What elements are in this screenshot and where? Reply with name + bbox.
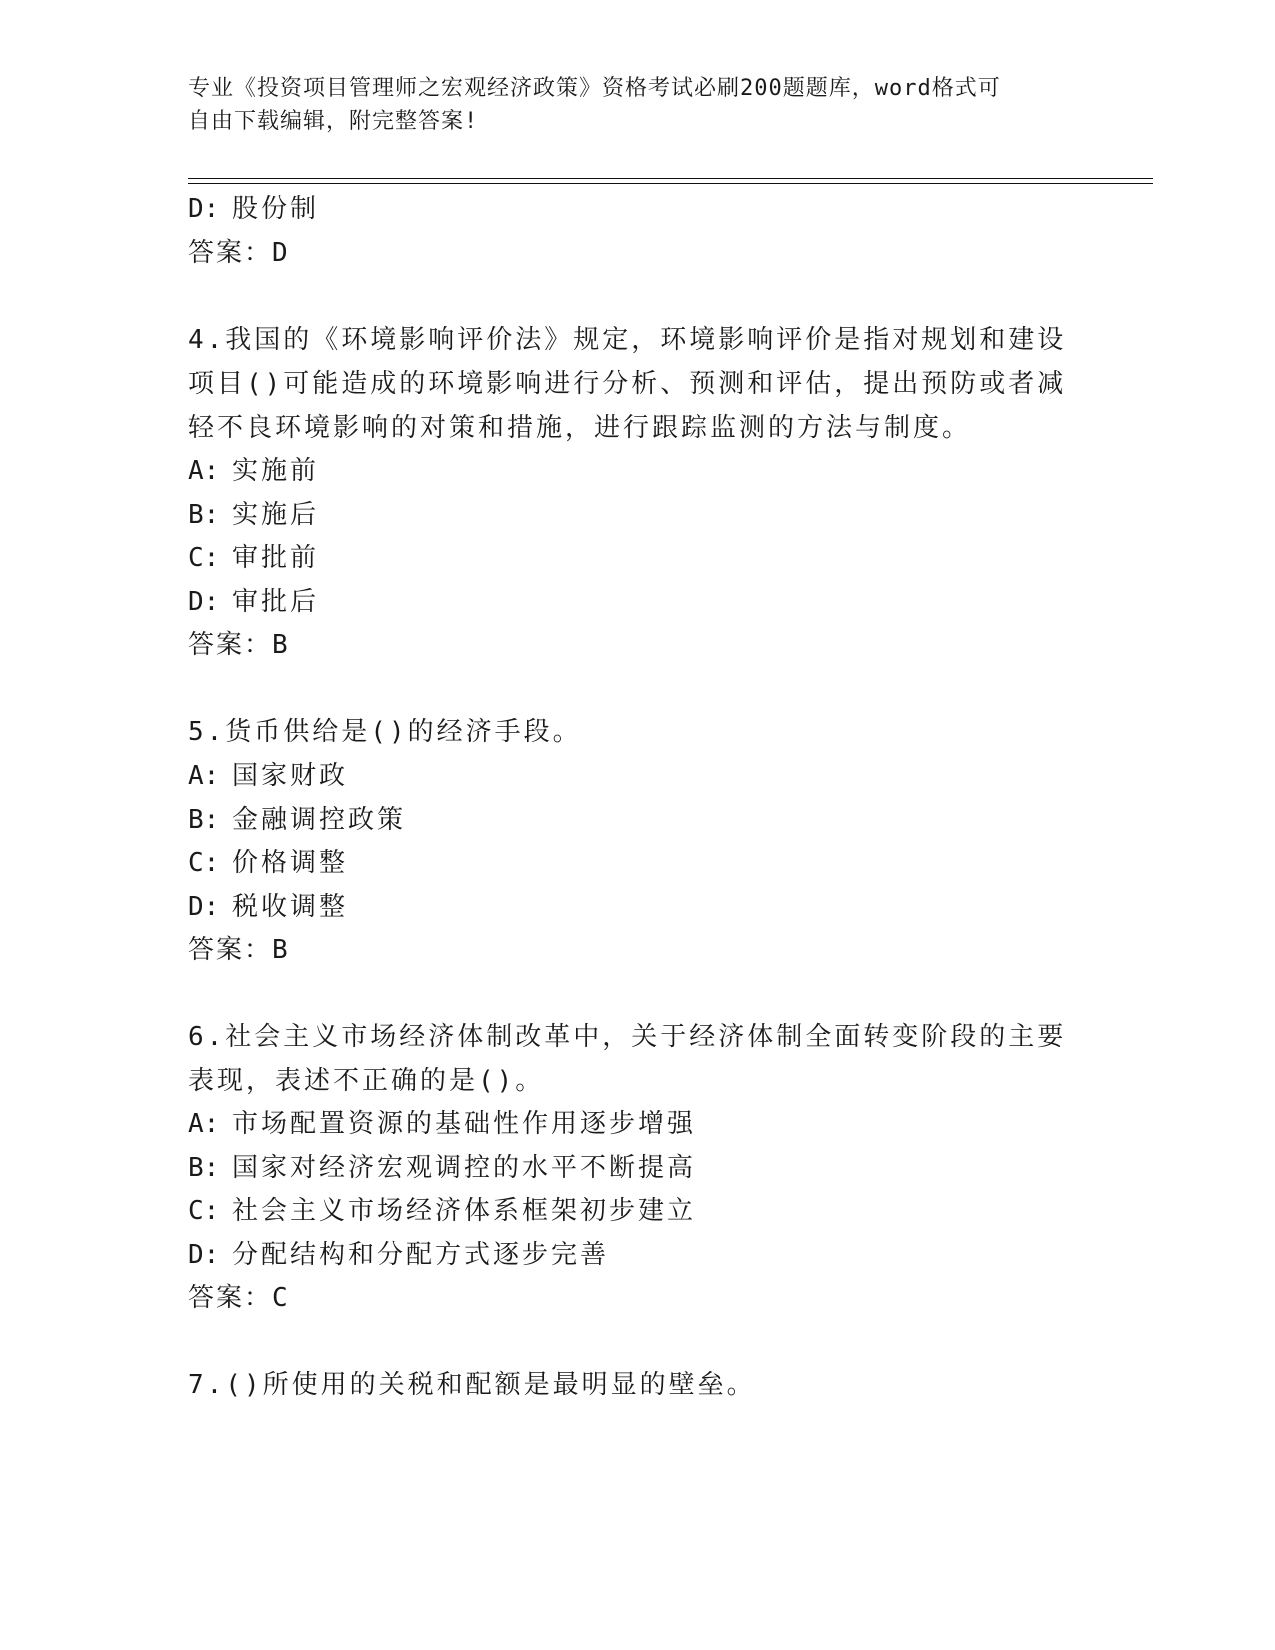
answer-label: 答案： xyxy=(188,238,273,268)
option-text: 市场配置资源的基础性作用逐步增强 xyxy=(232,1109,697,1139)
option-letter: A: xyxy=(188,1109,220,1139)
header-line-2: 自由下载编辑，附完整答案! xyxy=(188,109,479,134)
q6-stem-line-1: 6.社会主义市场经济体制改革中，关于经济体制全面转变阶段的主要 xyxy=(188,1022,1067,1052)
option-text: 价格调整 xyxy=(232,848,349,878)
option-letter: D: xyxy=(188,892,220,922)
option-text: 实施前 xyxy=(232,456,320,486)
q5-option-d xyxy=(188,890,348,924)
header-line-1: 专业《投资项目管理师之宏观经济政策》资格考试必刷200题题库，word格式可 xyxy=(188,76,1001,101)
q3-option-d xyxy=(188,192,319,226)
option-text: 分配结构和分配方式逐步完善 xyxy=(232,1240,610,1270)
q3-answer xyxy=(188,236,290,270)
document-header xyxy=(188,72,1088,138)
q5-option-c xyxy=(188,846,348,880)
q4-stem-line-1: 4.我国的《环境影响评价法》规定，环境影响评价是指对规划和建设 xyxy=(188,325,1067,355)
option-letter: A: xyxy=(188,761,220,791)
q6-option-b xyxy=(188,1151,696,1185)
q4-option-b xyxy=(188,498,319,532)
option-text: 审批后 xyxy=(232,587,320,617)
answer-label: 答案： xyxy=(188,1283,273,1313)
option-letter: B: xyxy=(188,500,220,530)
option-text: 国家对经济宏观调控的水平不断提高 xyxy=(232,1153,697,1183)
option-letter: D: xyxy=(188,587,220,617)
q7-stem-line-1: 7.()所使用的关税和配额是最明显的壁垒。 xyxy=(188,1370,756,1400)
q4-option-a xyxy=(188,454,319,488)
q5-option-a xyxy=(188,759,348,793)
answer-value: C xyxy=(272,1283,290,1313)
option-letter: D: xyxy=(188,1240,220,1270)
q5-stem-line-1: 5.货币供给是()的经济手段。 xyxy=(188,717,582,747)
q6-option-a xyxy=(188,1107,696,1141)
header-rule-top xyxy=(188,178,1153,179)
q4-option-c xyxy=(188,541,319,575)
q6-stem-line-2: 表现，表述不正确的是()。 xyxy=(188,1066,545,1096)
option-text: 国家财政 xyxy=(232,761,349,791)
option-letter: C: xyxy=(188,543,220,573)
q5-answer xyxy=(188,933,290,967)
q6-option-c xyxy=(188,1194,696,1228)
header-rule-bottom xyxy=(188,183,1153,184)
q4-option-d xyxy=(188,585,319,619)
answer-label: 答案： xyxy=(188,935,273,965)
option-text: 社会主义市场经济体系框架初步建立 xyxy=(232,1196,697,1226)
answer-value: B xyxy=(272,935,290,965)
option-text: 审批前 xyxy=(232,543,320,573)
q4-answer xyxy=(188,628,290,662)
option-letter: C: xyxy=(188,1196,220,1226)
q5-option-b xyxy=(188,803,406,837)
option-text: 金融调控政策 xyxy=(232,805,407,835)
q6-answer xyxy=(188,1281,290,1315)
option-text: 税收调整 xyxy=(232,892,349,922)
q4-stem-line-2: 项目()可能造成的环境影响进行分析、预测和评估，提出预防或者减 xyxy=(188,369,1067,399)
q4-stem-line-3: 轻不良环境影响的对策和措施，进行跟踪监测的方法与制度。 xyxy=(188,413,972,443)
option-letter: B: xyxy=(188,1153,220,1183)
answer-value: D xyxy=(272,238,290,268)
option-letter: A: xyxy=(188,456,220,486)
answer-value: B xyxy=(272,630,290,660)
option-text: 实施后 xyxy=(232,500,320,530)
option-letter: C: xyxy=(188,848,220,878)
q6-option-d xyxy=(188,1238,609,1272)
option-letter: B: xyxy=(188,805,220,835)
option-text: 股份制 xyxy=(232,194,320,224)
option-letter: D: xyxy=(188,194,220,224)
answer-label: 答案： xyxy=(188,630,273,660)
